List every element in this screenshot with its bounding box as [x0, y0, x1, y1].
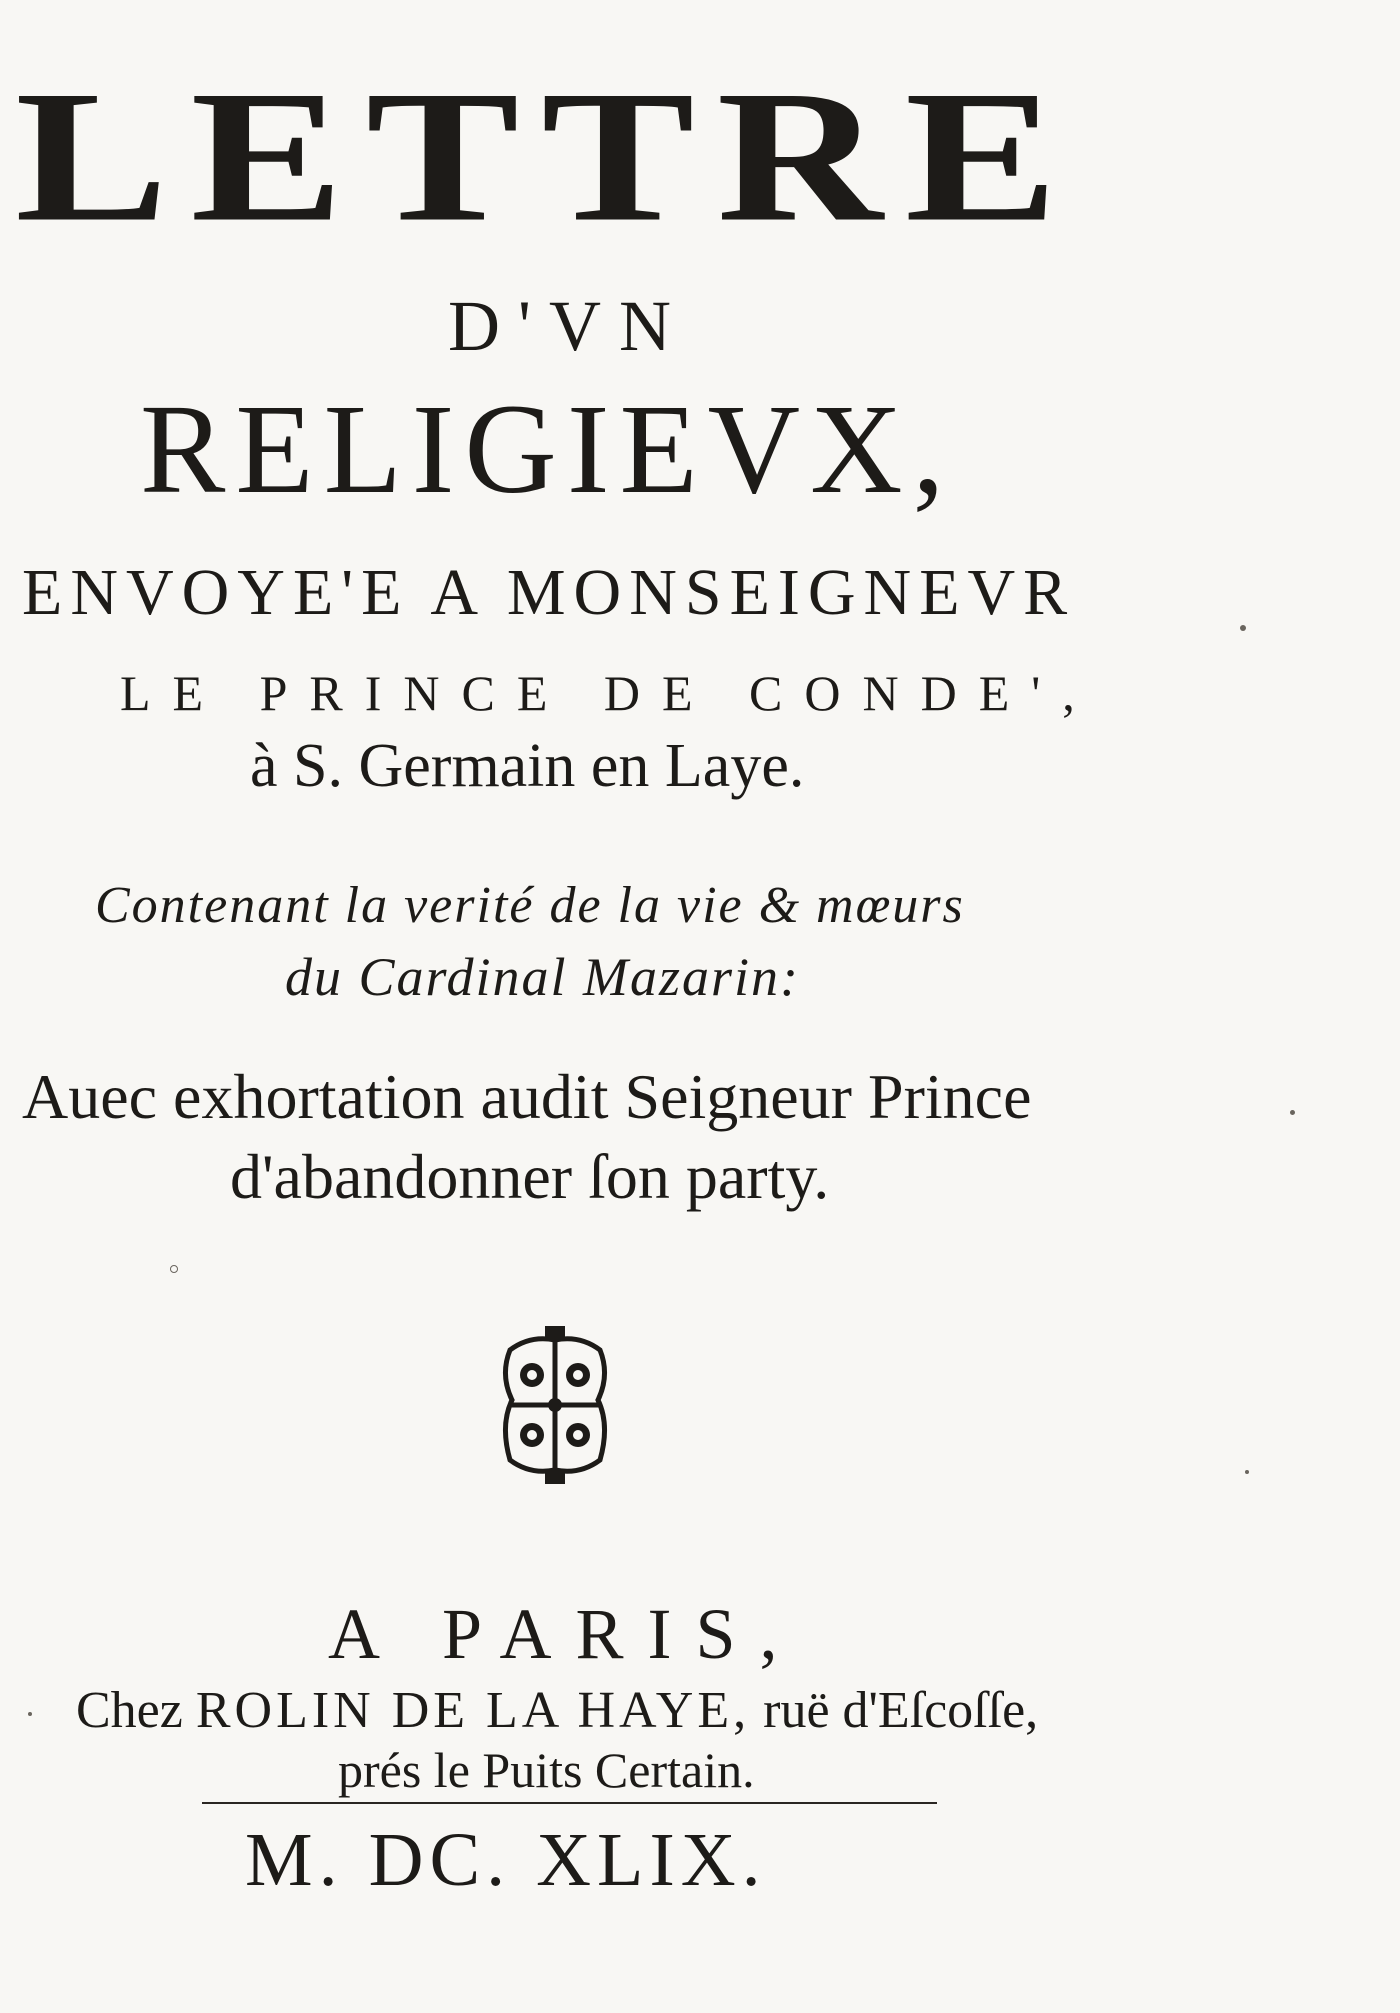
paper-speck [28, 1712, 32, 1716]
printer-prefix: Chez [76, 1682, 183, 1739]
subtitle-line-2: du Cardinal Mazarin: [285, 947, 801, 1007]
imprint-rule [202, 1802, 937, 1804]
addressee-line-2: LE PRINCE DE CONDE', [120, 665, 1097, 721]
imprint-year: M. DC. XLIX. [245, 1818, 767, 1902]
title-line-dun: D'VN [448, 286, 689, 366]
imprint-address: prés le Puits Certain. [338, 1742, 755, 1798]
addressee-line-3: à S. Germain en Laye. [250, 732, 805, 800]
exhortation-line-2: d'abandonner ſon party. [230, 1141, 830, 1212]
exhortation-line-1: Auec exhortation audit Seigneur Prince [22, 1061, 1032, 1132]
printers-ornament-icon [490, 1320, 620, 1490]
paper-speck [1290, 1110, 1295, 1115]
printer-name: ROLIN DE LA HAYE, [195, 1682, 751, 1739]
subtitle-line-1: Contenant la verité de la vie & mœurs [95, 877, 965, 934]
imprint-city: A PARIS, [328, 1594, 802, 1674]
addressee-line-1: ENVOYE'E A MONSEIGNEVR [22, 556, 1076, 629]
printer-street: ruë d'Eſcoſſe, [763, 1682, 1039, 1739]
paper-speck [170, 1265, 178, 1273]
title-line-religieux: RELIGIEVX, [140, 378, 955, 520]
imprint-printer [76, 1682, 1039, 1739]
main-title: LETTRE [15, 51, 1081, 261]
paper-speck [1240, 625, 1246, 631]
paper-speck [1245, 1470, 1249, 1474]
